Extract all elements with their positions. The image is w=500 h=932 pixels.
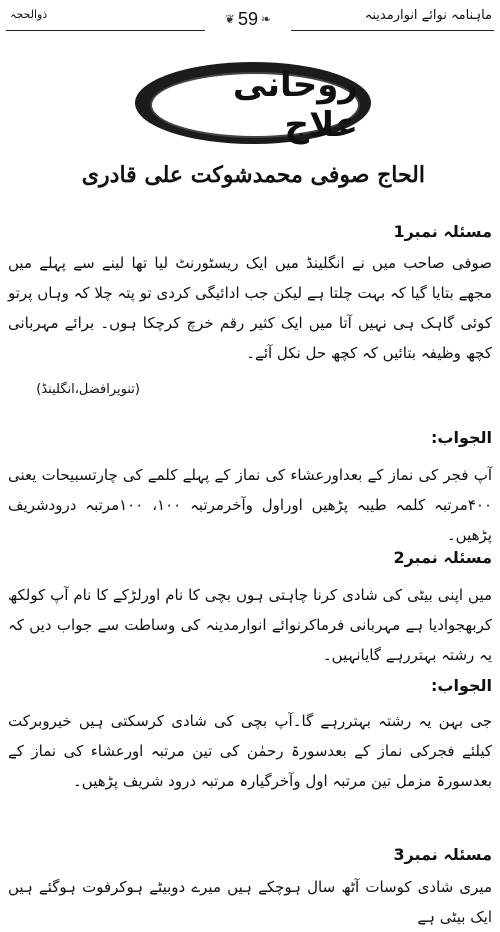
answer-1-heading: الجواب: bbox=[430, 428, 492, 447]
issue-month: ذوالحجہ bbox=[10, 8, 48, 21]
page-number-box bbox=[205, 6, 291, 32]
question-2-text: میں اپنی بیٹی کی شادی کرنا چاہتی ہوں بچی کا نام اورلڑکے کا نام آپ کولکھ کربھجوادیا ہے مہربانی فرماکرنوائے انوارمدینہ کی وساطت سے جواب دیں کہ یہ رشتہ بہتررہے گایانہیں۔ bbox=[8, 586, 492, 664]
ornament-left-icon: ❦ bbox=[224, 12, 235, 26]
page-header bbox=[0, 0, 500, 40]
article-title: روحانی علاج bbox=[232, 65, 358, 145]
question-1-signature: (تنویرافضل،انگلینڈ) bbox=[36, 382, 140, 397]
title-oval bbox=[150, 65, 360, 145]
answer-2-text: جی بہن یہ رشتہ بہتررہے گا۔آپ بچی کی شادی کرسکتی ہیں خیروبرکت کیلئے فجرکی نماز کے بعدسورۃ رحمٰن کی تین مرتبہ اورعشاء کی نماز کے بعدسورۃ مزمل تین مرتبہ اول وآخرگیارہ مرتبہ درود شریف پڑھیں۔ bbox=[8, 712, 492, 790]
question-1-text: صوفی صاحب میں نے انگلینڈ میں ایک ریسٹورنٹ لیا تھا لینے سے پہلے میں مجھے بتایا گیا کہ بہت چلتا ہے لیکن جب ادائیگی کردی تو پتہ چلا کہ وہاں پرتو کوئی گاہک ہی نہیں آتا میں ایک کثیر رقم خرچ کرچکا ہوں۔ برائے مہربانی کچھ وظیفہ بتائیں کہ کچھ حل نکل آئے۔ bbox=[8, 254, 492, 362]
author-name: الحاج صوفی محمدشوکت علی قادری bbox=[81, 162, 425, 188]
question-2-heading: مسئلہ نمبر2 bbox=[393, 548, 492, 567]
page-number: 59 bbox=[237, 8, 259, 29]
question-1-heading: مسئلہ نمبر1 bbox=[393, 222, 492, 241]
magazine-name: ماہنامہ نوائے انوارمدینہ bbox=[364, 8, 492, 23]
ornament-right-icon: ❧ bbox=[261, 12, 272, 26]
answer-2-heading: الجواب: bbox=[430, 676, 492, 695]
question-3-heading: مسئلہ نمبر3 bbox=[393, 845, 492, 864]
answer-1-text: آپ فجر کی نماز کے بعداورعشاء کی نماز کے پہلے کلمے کی چارتسبیحات یعنی ۴۰۰مرتبہ کلمہ طیبہ پڑھیں اوراول وآخرمرتبہ ۱۰۰، ۱۰۰مرتبہ درودشریف پڑھیں۔ bbox=[8, 466, 492, 544]
question-3-text: میری شادی کوسات آٹھ سال ہوچکے ہیں میرے دوبیٹے ہوکرفوت ہوگئے ہیں ایک بیٹی ہے bbox=[8, 878, 492, 926]
